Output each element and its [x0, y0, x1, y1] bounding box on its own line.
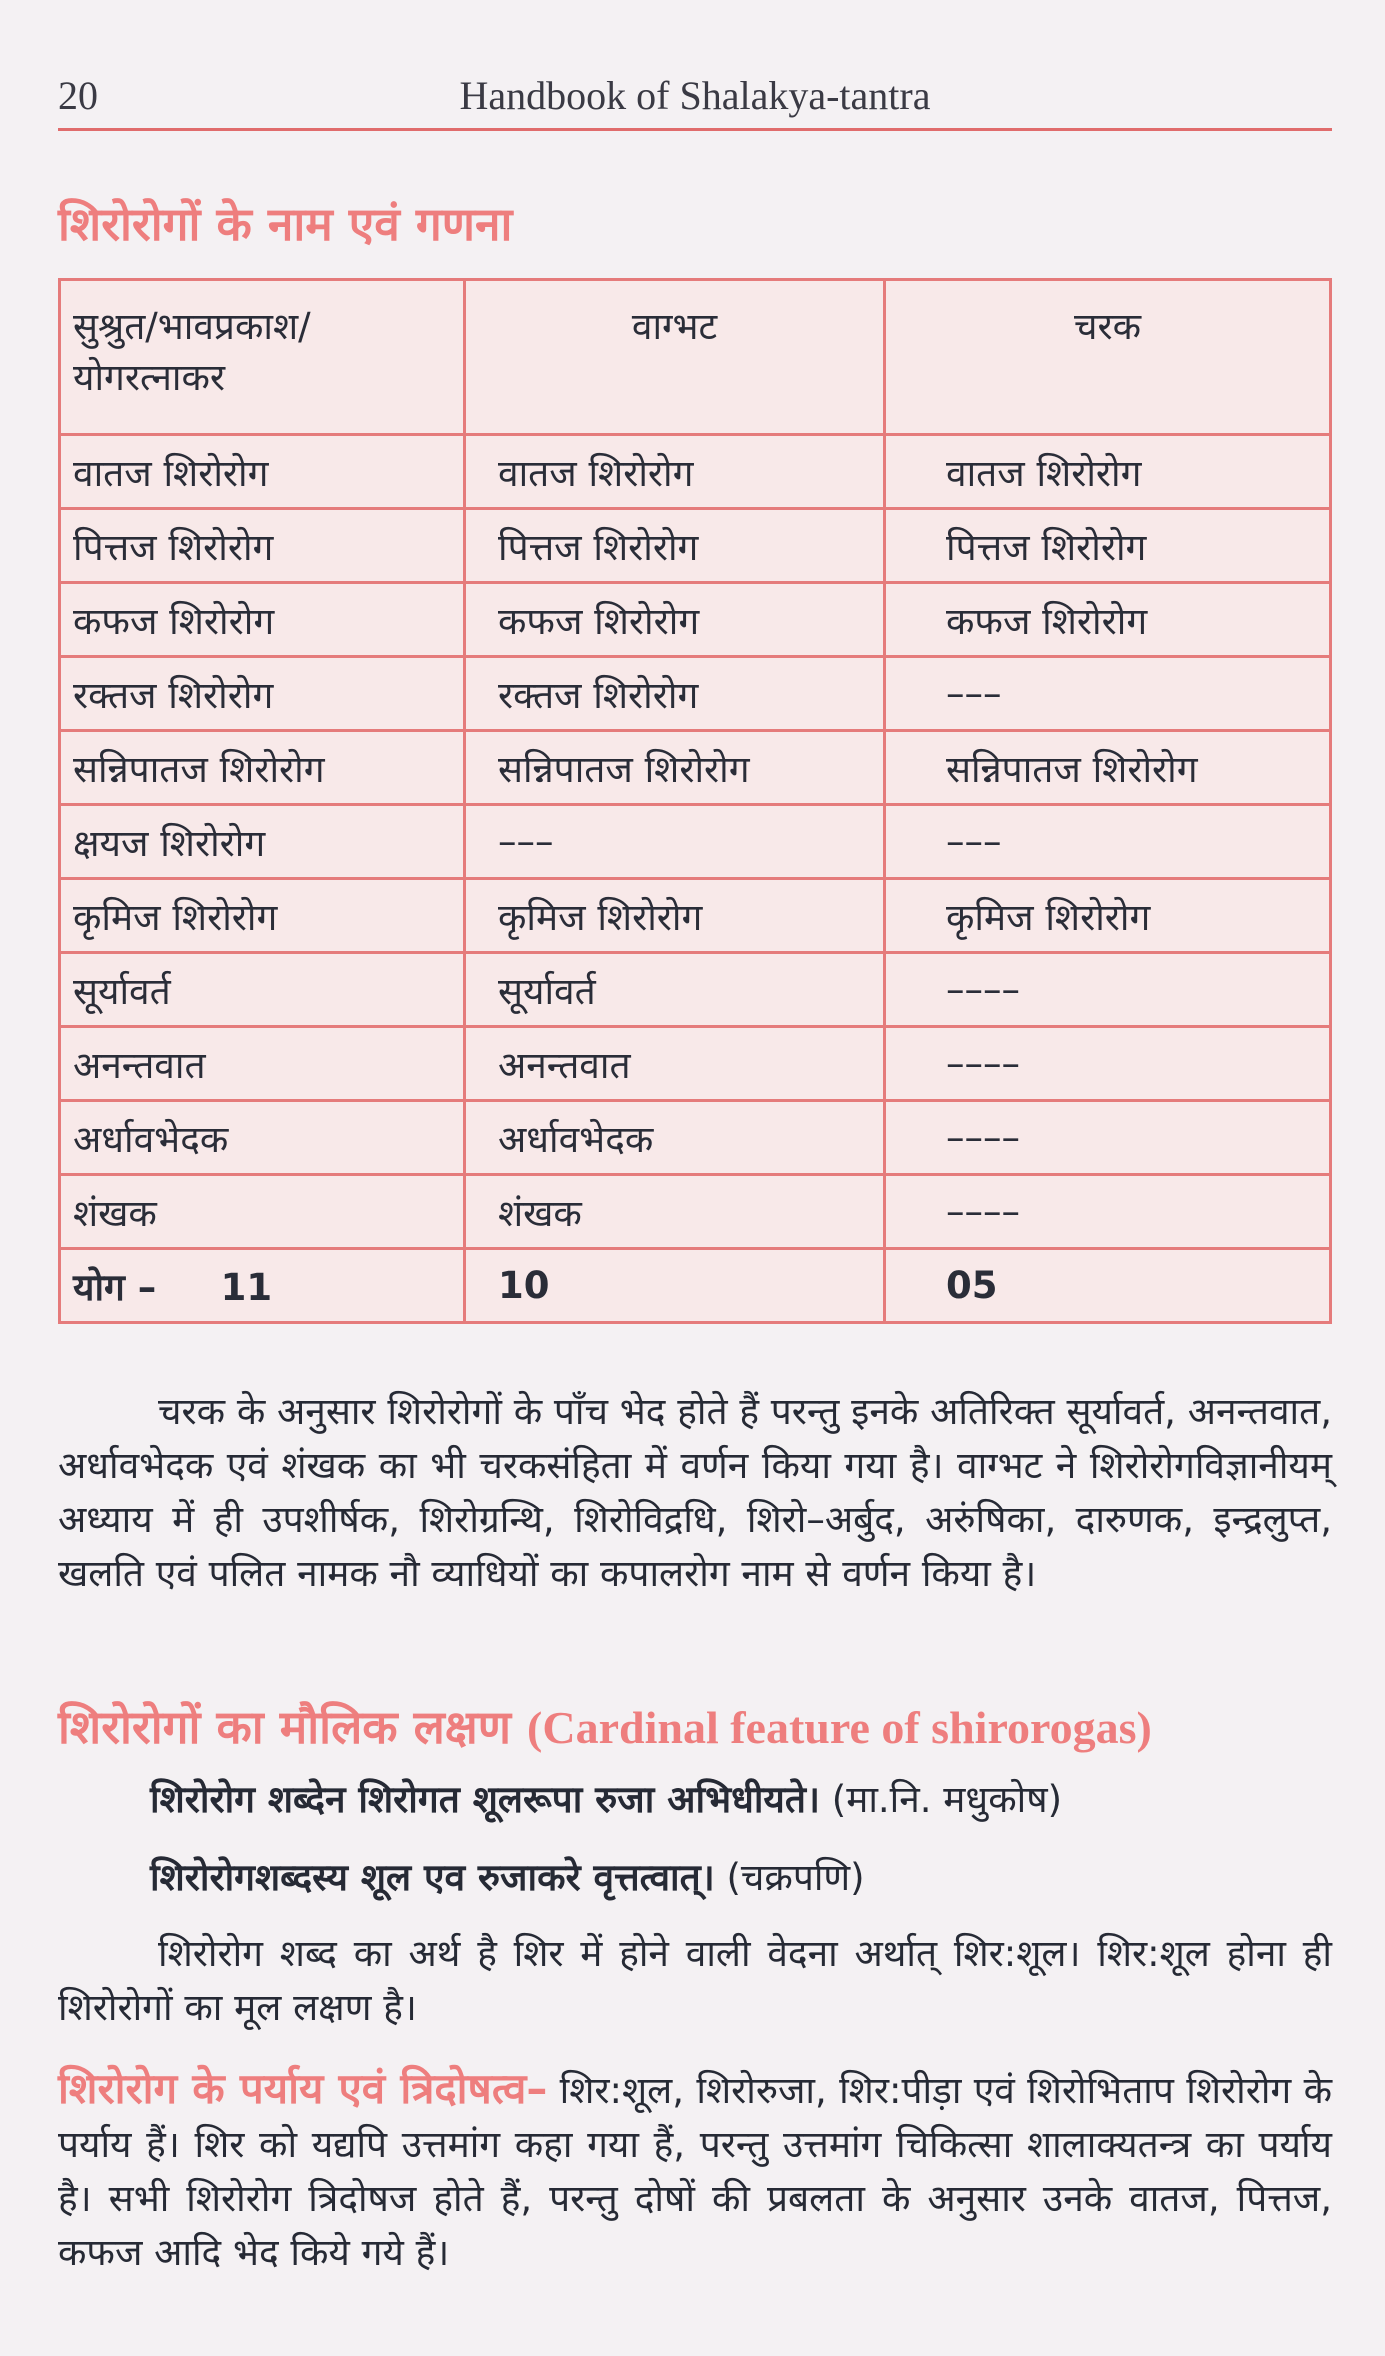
table-total-row: [60, 1249, 1331, 1323]
table-cell: –––: [885, 805, 1331, 879]
table-row: [60, 583, 1331, 657]
table-cell: ––––: [885, 953, 1331, 1027]
shiroroga-comparison-table: [58, 278, 1332, 1324]
table-cell: पित्तज शिरोरोग: [60, 509, 465, 583]
table-cell: कृमिज शिरोरोग: [885, 879, 1331, 953]
table-cell: अनन्तवात: [465, 1027, 885, 1101]
total-label-cell: योग – 11: [60, 1249, 465, 1323]
total-vagbhata-cell: 10: [465, 1249, 885, 1323]
table-cell: कफज शिरोरोग: [60, 583, 465, 657]
page-number: 20: [58, 73, 98, 118]
table-cell: क्षयज शिरोरोग: [60, 805, 465, 879]
table-cell: रक्तज शिरोरोग: [465, 657, 885, 731]
table-cell: वातज शिरोरोग: [60, 435, 465, 509]
paragraph-meaning: शिरोरोग शब्द का अर्थ है शिर में होने वाली वेदना अर्थात् शिर:शूल। शिर:शूल होना ही शिरोरोगों का मूल लक्षण है।: [58, 1932, 1332, 2029]
column-header-charaka: चरक: [885, 280, 1331, 435]
column-header-sushruta: सुश्रुत/भावप्रकाश/ योगरत्नाकर: [60, 280, 465, 435]
section-heading-names: शिरोरोगों के नाम एवं गणना: [58, 197, 513, 251]
table-cell: ––––: [885, 1027, 1331, 1101]
table-cell: कफज शिरोरोग: [885, 583, 1331, 657]
table-row: [60, 1027, 1331, 1101]
table-row: [60, 1175, 1331, 1249]
table-cell: शंखक: [465, 1175, 885, 1249]
synonyms-text: शिर:शूल, शिरोरुजा, शिर:पीड़ा एवं शिरोभिताप शिरोरोग के पर्याय हैं। शिर को यद्यपि उत्तमांग कहा गया हैं, परन्तु उत्तमांग चिकित्सा शालाक्यतन्त्र का पर्याय है। सभी शिरोरोग त्रिदोषज होते हैं, परन्तु दोषों की प्रबलता के अनुसार उनके वातज, पित्तज, कफज आदि भेद किये गये हैं।: [58, 2069, 1333, 2274]
quote-source: (मा.नि. मधुकोष): [831, 1778, 1063, 1821]
table-cell: अर्धावभेदक: [60, 1101, 465, 1175]
quote-text: शिरोरोग शब्देन शिरोगत शूलरूपा रुजा अभिधीयते।: [150, 1778, 820, 1821]
table-cell: सूर्यावर्त: [465, 953, 885, 1027]
table-row: [60, 657, 1331, 731]
table-row: [60, 879, 1331, 953]
column-header-vagbhata: वाग्भट: [465, 280, 885, 435]
table-cell: ––––: [885, 1175, 1331, 1249]
table-cell: –––: [885, 657, 1331, 731]
table-row: [60, 805, 1331, 879]
synonyms-heading: शिरोरोग के पर्याय एवं त्रिदोषत्व–: [58, 2064, 548, 2113]
quote-chakrapani: [150, 1850, 1330, 1901]
quote-madhukosha: [150, 1772, 1330, 1823]
total-charaka-cell: 05: [885, 1249, 1331, 1323]
paragraph-synonyms: [58, 2062, 1332, 2280]
heading-english: (Cardinal feature of shirorogas): [527, 1702, 1152, 1753]
table-cell: अर्धावभेदक: [465, 1101, 885, 1175]
table-row: [60, 509, 1331, 583]
table-cell: रक्तज शिरोरोग: [60, 657, 465, 731]
quote-text: शिरोरोगशब्दस्य शूल एव रुजाकरे वृत्तत्वात्।: [150, 1856, 715, 1899]
heading-hindi: शिरोरोगों का मौलिक लक्षण: [58, 1700, 512, 1754]
table-row: [60, 435, 1331, 509]
table-cell: सन्निपातज शिरोरोग: [465, 731, 885, 805]
section-heading-cardinal-feature: [58, 1695, 1152, 1757]
table-cell: सूर्यावर्त: [60, 953, 465, 1027]
table-row: [60, 1101, 1331, 1175]
table-cell: कफज शिरोरोग: [465, 583, 885, 657]
book-title: Handbook of Shalakya-tantra: [459, 73, 931, 118]
table-cell: वातज शिरोरोग: [465, 435, 885, 509]
table-row: [60, 731, 1331, 805]
table-cell: पित्तज शिरोरोग: [465, 509, 885, 583]
table-cell: पित्तज शिरोरोग: [885, 509, 1331, 583]
table-cell: –––: [465, 805, 885, 879]
quote-source: (चक्रपणि): [726, 1856, 865, 1899]
paragraph-charaka: चरक के अनुसार शिरोरोगों के पाँच भेद होते हैं परन्तु इनके अतिरिक्त सूर्यावर्त, अनन्तवात, अर्धावभेदक एवं शंखक का भी चरकसंहिता में वर्णन किया गया है। वाग्भट ने शिरोरोगविज्ञानीयम् अध्याय में ही उपशीर्षक, शिरोग्रन्थि, शिरोविद्रधि, शिरो–अर्बुद, अरुंषिका, दारुणक, इन्द्रलुप्त, खलति एवं पलित नामक नौ व्याधियों का कपालरोग नाम से वर्णन किया है।: [58, 1390, 1332, 1595]
table-cell: वातज शिरोरोग: [885, 435, 1331, 509]
table-cell: कृमिज शिरोरोग: [60, 879, 465, 953]
table-cell: अनन्तवात: [60, 1027, 465, 1101]
table-cell: सन्निपातज शिरोरोग: [60, 731, 465, 805]
table-header-row: [60, 280, 1331, 435]
running-header: [58, 68, 1332, 131]
table-row: [60, 953, 1331, 1027]
table-cell: शंखक: [60, 1175, 465, 1249]
table-cell: ––––: [885, 1101, 1331, 1175]
table-cell: सन्निपातज शिरोरोग: [885, 731, 1331, 805]
table-cell: कृमिज शिरोरोग: [465, 879, 885, 953]
